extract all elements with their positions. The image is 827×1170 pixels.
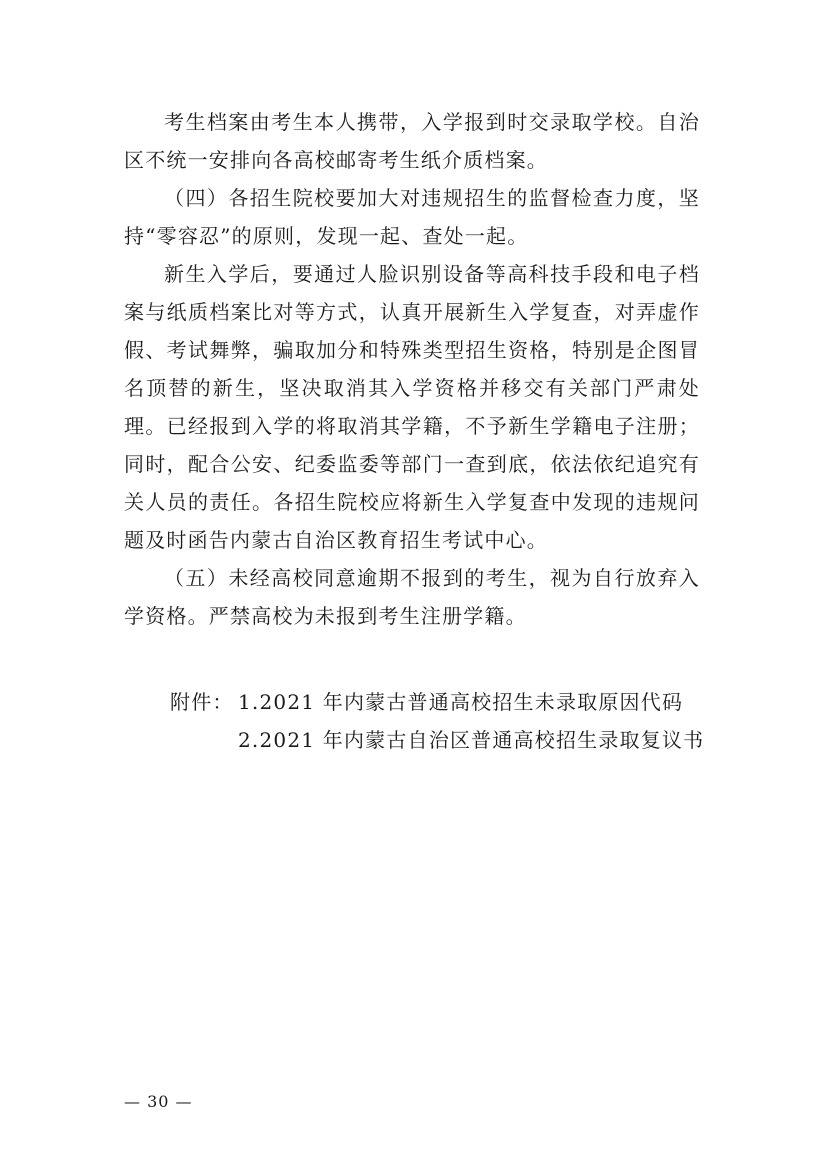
attachment-row [170, 683, 730, 721]
paragraph-section-five: （五）未经高校同意逾期不报到的考生，视为自行放弃入学资格。严禁高校为未报到考生注册学籍。 [124, 566, 700, 628]
paragraph-new-student-review: 新生入学后，要通过人脸识别设备等高科技手段和电子档案与纸质档案比对等方式，认真开展新生入学复查，对弄虚作假、考试舞弊，骗取加分和特殊类型招生资格，特别是企图冒名顶替的新生，坚决取消其入学资格并移交有关部门严肃处理。已经报到入学的将取消其学籍，不予新生学籍电子注册；同时，配合公安、纪委监委等部门一查到底，依法依纪追究有关人员的责任。各招生院校应将新生入学复查中发现的违规问题及时函告内蒙古自治区教育招生考试中心。 [124, 262, 700, 552]
attachments-label: 附件： [170, 690, 234, 714]
attachments-list [170, 683, 730, 759]
attachment-item: 2.2021 年内蒙古自治区普通高校招生录取复议书 [238, 728, 705, 752]
attachment-row [170, 721, 730, 759]
paragraph-archive: 考生档案由考生本人携带，入学报到时交录取学校。自治区不统一安排向各高校邮寄考生纸介质档案。 [124, 110, 700, 172]
document-body [124, 103, 700, 635]
page-number: — 30 — [124, 1092, 193, 1111]
paragraph-section-four: （四）各招生院校要加大对违规招生的监督检查力度，坚持“零容忍”的原则，发现一起、查处一起。 [124, 186, 700, 248]
attachment-item: 1.2021 年内蒙古普通高校招生未录取原因代码 [238, 690, 684, 714]
